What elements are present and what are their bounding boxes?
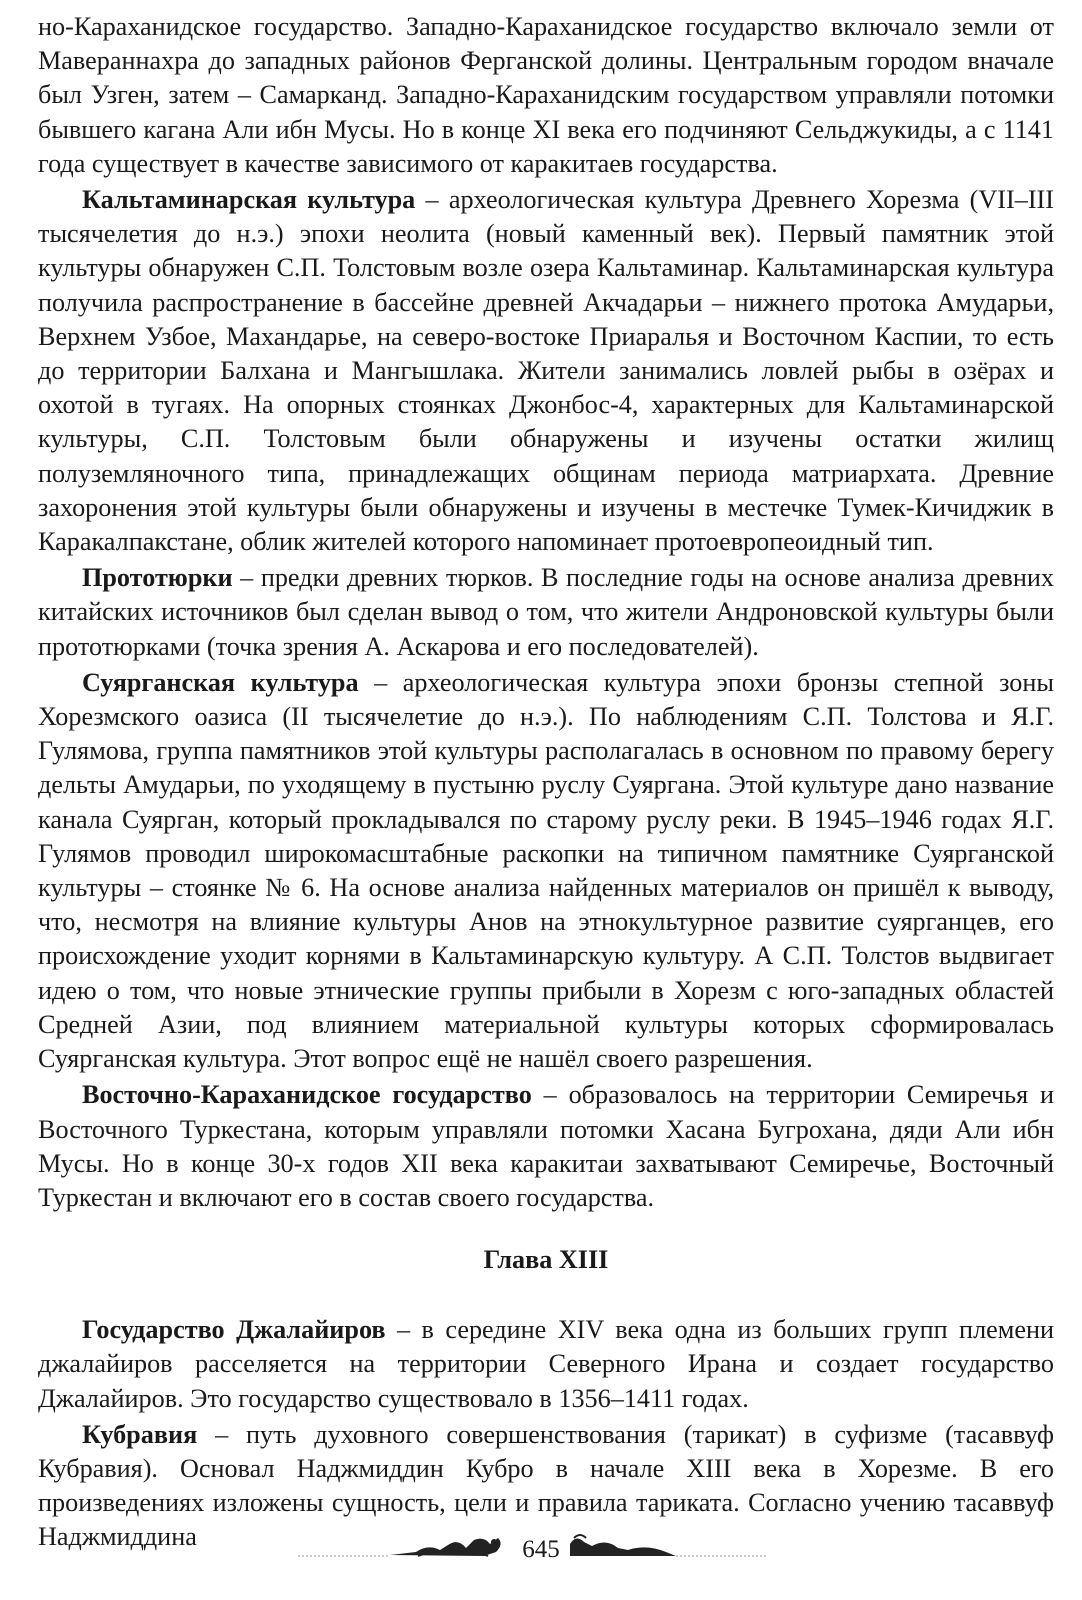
entry-text: – в середине XIV века одна из больших групп племени джалайиров расселяется на территории Северного Ирана и создает государство Джалайиров. Это государство существовало в 1356–1411 годах. <box>38 1315 1054 1413</box>
entry-kaltaminar <box>38 183 1054 559</box>
entry-term: Кальтаминарская культура <box>82 185 416 215</box>
entry-term: Суярганская культура <box>82 667 359 697</box>
entry-text: – предки древних тюрков. В последние годы на основе анализа древних китайских источников был сделан вывод о том, что жители Андроновской культуры были прототюрками (точка зрения А. Аскарова и его последователей). <box>38 563 1054 661</box>
page-body <box>38 10 1054 1555</box>
ornament-right-icon <box>566 1530 766 1562</box>
entry-text: – археологическая культура Древнего Хорезма (VII–III тысячелетия до н.э.) эпохи неолита (новый каменный век). Первый памятник этой культуры обнаружен С.П. Толстовым возле озера Кальтаминар. Кальтаминарская культура получила распространение в бассейне древней Акчадарьи – нижнего протока Амударьи, Верхнем Узбое, Махандарье, на северо-востоке Приаралья и Восточном Каспии, то есть до территории Балхана и Мангышлака. Жители занимались ловлей рыбы в озёрах и охотой в тугаях. На опорных стоянках Джонбос-4, характерных для Кальтаминарской культуры, С.П. Толстовым были обнаружены и изучены остатки жилищ полуземляночного типа, принадлежащих общинам периода матриархата. Древние захоронения этой культуры были обнаружены и изучены в местечке Тумек-Кичиджик в Каракалпакстане, облик жителей которого напоминает протоевропеоидный тип. <box>38 185 1054 557</box>
entry-text: – путь духовного совершенствования (тарикат) в суфизме (тасаввуф Кубравия). Основал Наджмиддин Кубро в начале XIII века в Хорезме. В его произведениях изложены сущность, цели и правила тариката. Согласно учению тасаввуф Наджмиддина <box>38 1419 1054 1552</box>
chapter-title: Глава XIII <box>483 1245 609 1275</box>
entry-term: Кубравия <box>82 1419 198 1449</box>
page-number: 645 <box>522 1536 560 1563</box>
entry-term: Государство Джалайиров <box>82 1315 386 1345</box>
page-footer <box>0 1530 1082 1570</box>
entry-term: Прототюрки <box>82 563 233 593</box>
paragraph-continuation <box>38 10 1054 181</box>
entry-text: – образовалось на территории Семиречья и Восточного Туркестана, которым управляли потомки Хасана Бугрохана, дяди Али ибн Мусы. Но в конце 30-х годов XII века каракитаи захватывают Семиречье, Восточный Туркестан и включают его в состав своего государства. <box>38 1080 1054 1212</box>
entry-jalayirids <box>38 1313 1054 1416</box>
entry-text: – археологическая культура эпохи бронзы степной зоны Хорезмского оазиса (II тысячелетие до н.э.). По наблюдениям С.П. Толстова и Я.Г. Гулямова, группа памятников этой культуры располагалась в основном по правому берегу дельты Амударьи, по уходящему в пустыню руслу Суяргана. Этой культуре дано название канала Суярган, который прокладывался по старому руслу реки. В 1945–1946 годах Я.Г. Гулямов проводил широкомасштабные раскопки на типичном памятнике Суярганской культуры – стоянке № 6. На основе анализа найденных материалов он пришёл к выводу, что, несмотря на влияние культуры Анов на этнокультурное развитие суярганцев, его происхождение уходит корнями в Кальтаминарскую культуру. А С.П. Толстов выдвигает идею о том, что новые этнические группы прибыли в Хорезм с юго-западных областей Средней Азии, под влиянием материальной культуры которых сформировалась Суярганская культура. Этот вопрос ещё не нашёл своего разрешения. <box>38 667 1054 1074</box>
entry-prototurks <box>38 561 1054 664</box>
entry-east-karakhanid <box>38 1078 1054 1215</box>
paragraph-text: но-Караханидское государство. Западно-Караханидское государство включало земли от Мавераннахра до западных районов Ферганской долины. Центральным городом вначале был Узген, затем – Самарканд. Западно-Караханидским государством управляли потомки бывшего кагана Али ибн Мусы. Но в конце XI века его подчиняют Сельджукиды, а с 1141 года существует в качестве зависимого от каракитаев государства. <box>38 12 1054 178</box>
entry-term: Восточно-Караханидское государство <box>82 1080 532 1110</box>
entry-suyargan <box>38 666 1054 1076</box>
